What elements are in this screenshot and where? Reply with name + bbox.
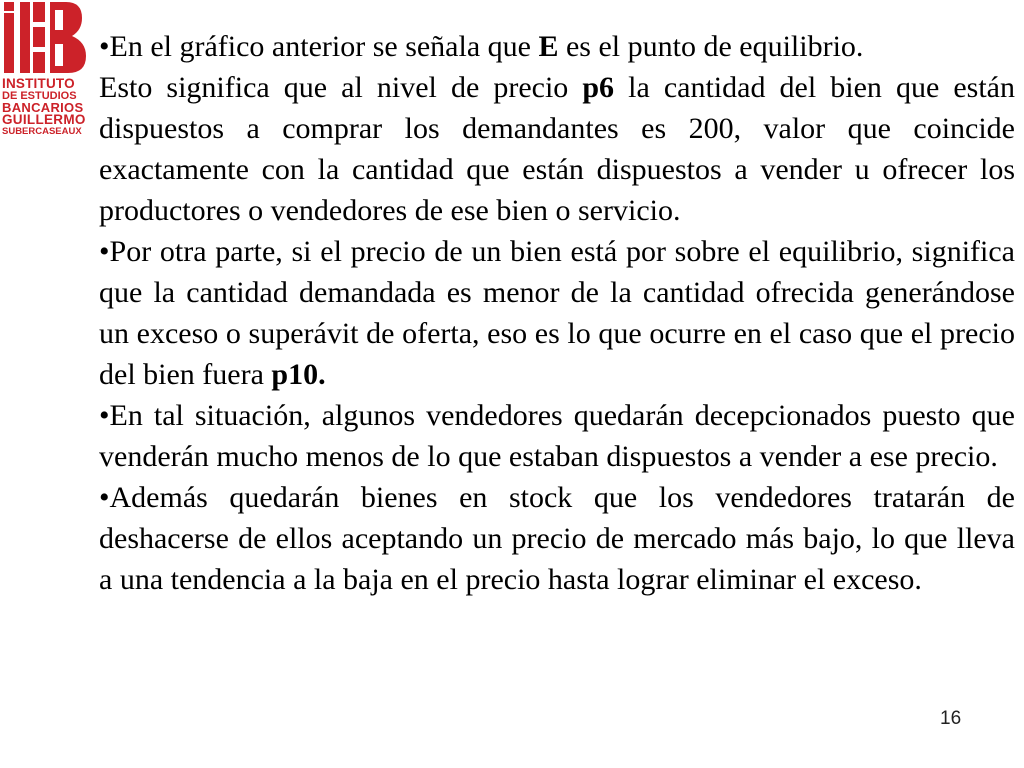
institute-logo <box>0 0 96 150</box>
paragraph-2 <box>99 231 1015 395</box>
paragraph-3: •En tal situación, algunos vendedores quedarán decepcionados puesto que venderán mucho menos de lo que estaban dispuestos a vender a ese precio. <box>99 399 1015 473</box>
paragraph-1-first-line <box>99 26 1015 67</box>
p1-line1-text-a: •En el gráfico anterior se señala que <box>99 30 539 63</box>
p1-line1-text-c: es el punto de equilibrio. <box>558 30 864 63</box>
logo-text-line-3: BANCARIOS <box>2 100 84 115</box>
equilibrium-point-label: E <box>538 30 559 63</box>
logo-text-line-1: INSTITUTO <box>2 76 75 91</box>
slide-body <box>99 26 1015 600</box>
logo-mark-icon <box>0 0 96 78</box>
p1-text-c: la cantidad del bien que están dispuestos a comprar los demandantes es 200, valor que coincide exactamente con la cantidad que están dispuestos a vender u ofrecer los productores o vendedores de ese bien o servicio. <box>99 71 1015 227</box>
page-number: 16 <box>940 708 962 729</box>
p2-text-a: •Por otra parte, si el precio de un bien está por sobre el equilibrio, significa que la cantidad demandada es menor de la cantidad ofrecida generándose un exceso o superávit de oferta, eso es lo que ocurre en el caso que el precio del bien fuera <box>99 235 1015 391</box>
paragraph-1 <box>99 67 1015 231</box>
paragraph-4: •Además quedarán bienes en stock que los vendedores tratarán de deshacerse de ellos aceptando un precio de mercado más bajo, lo que lleva a una tendencia a la baja en el precio hasta lograr eliminar el exceso. <box>99 481 1015 596</box>
logo-text-line-5: SUBERCASEAUX <box>2 126 82 137</box>
logo-text-line-4: GUILLERMO <box>2 112 86 127</box>
price-p10-label: p10. <box>271 358 326 391</box>
price-p6-label: p6 <box>582 71 615 104</box>
p1-text-a: Esto significa que al nivel de precio <box>99 71 583 104</box>
logo-text-line-2: DE ESTUDIOS <box>2 90 77 102</box>
